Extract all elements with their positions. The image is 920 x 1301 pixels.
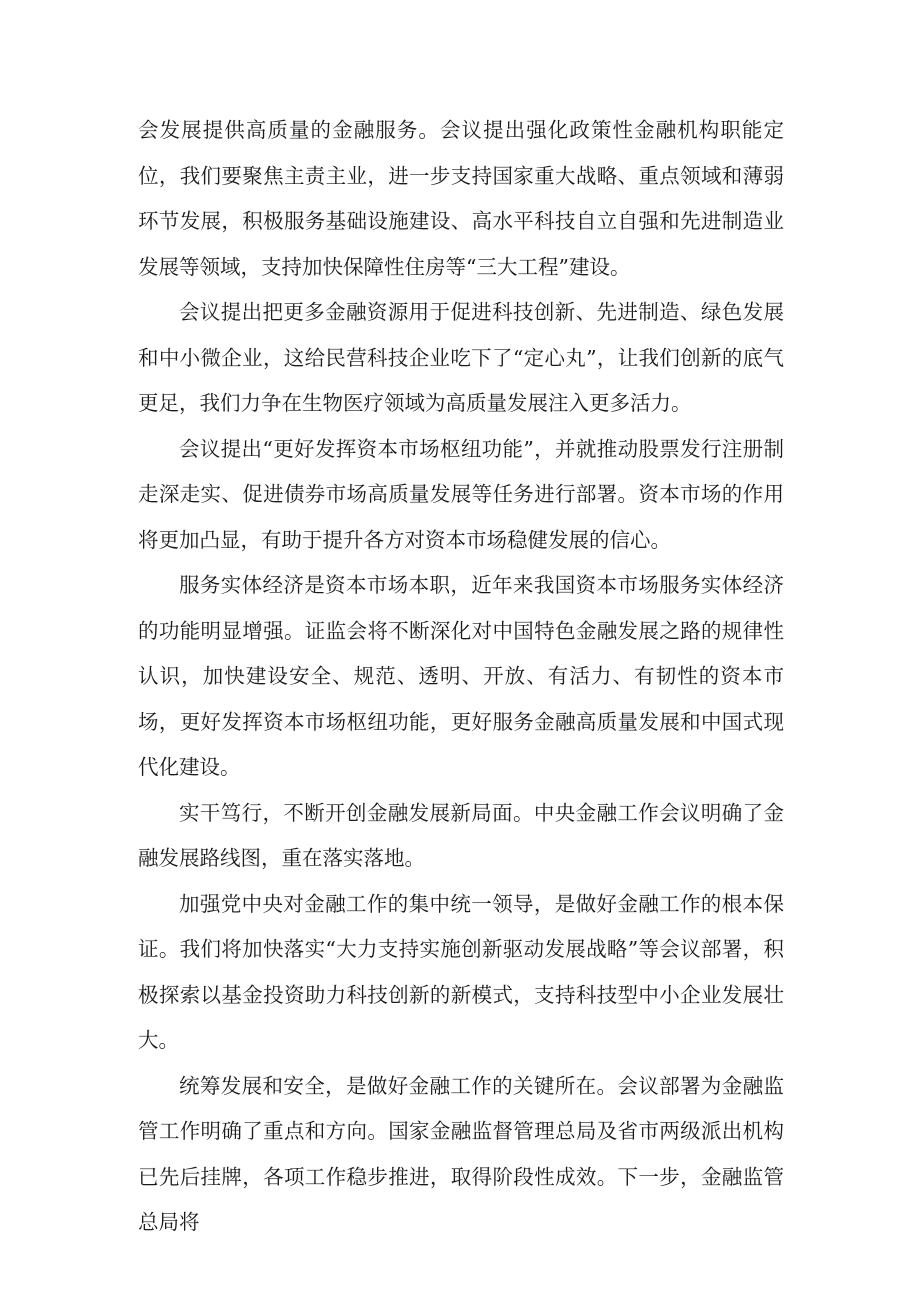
paragraph: 加强党中央对金融工作的集中统一领导，是做好金融工作的根本保证。我们将加快落实“大力支持实施创新驱动发展战略”等会议部署，积极探索以基金投资助力科技创新的新模式，支持科技型中小企业发展壮大。 xyxy=(138,891,784,1052)
paragraph: 统筹发展和安全，是做好金融工作的关键所在。会议部署为金融监管工作明确了重点和方向。国家金融监督管理总局及省市两级派出机构已先后挂牌，各项工作稳步推进，取得阶段性成效。下一步，金融监管总局将 xyxy=(138,1073,784,1234)
paragraph: 服务实体经济是资本市场本职，近年来我国资本市场服务实体经济的功能明显增强。证监会将不断深化对中国特色金融发展之路的规律性认识，加快建设安全、规范、透明、开放、有活力、有韧性的资本市场，更好发挥资本市场枢纽功能，更好服务金融高质量发展和中国式现代化建设。 xyxy=(138,573,784,779)
document-body xyxy=(138,108,784,1246)
paragraph: 会议提出“更好发挥资本市场枢纽功能”，并就推动股票发行注册制走深走实、促进债券市场高质量发展等任务进行部署。资本市场的作用将更加凸显，有助于提升各方对资本市场稳健发展的信心。 xyxy=(138,436,784,552)
paragraph: 会发展提供高质量的金融服务。会议提出强化政策性金融机构职能定位，我们要聚焦主责主业，进一步支持国家重大战略、重点领域和薄弱环节发展，积极服务基础设施建设、高水平科技自立自强和先进制造业发展等领域，支持加快保障性住房等“三大工程”建设。 xyxy=(138,118,784,279)
paragraph: 会议提出把更多金融资源用于促进科技创新、先进制造、绿色发展和中小微企业，这给民营科技企业吃下了“定心丸”，让我们创新的底气更足，我们力争在生物医疗领域为高质量发展注入更多活力。 xyxy=(138,300,784,415)
paragraph: 实干笃行，不断开创金融发展新局面。中央金融工作会议明确了金融发展路线图，重在落实落地。 xyxy=(138,800,784,870)
